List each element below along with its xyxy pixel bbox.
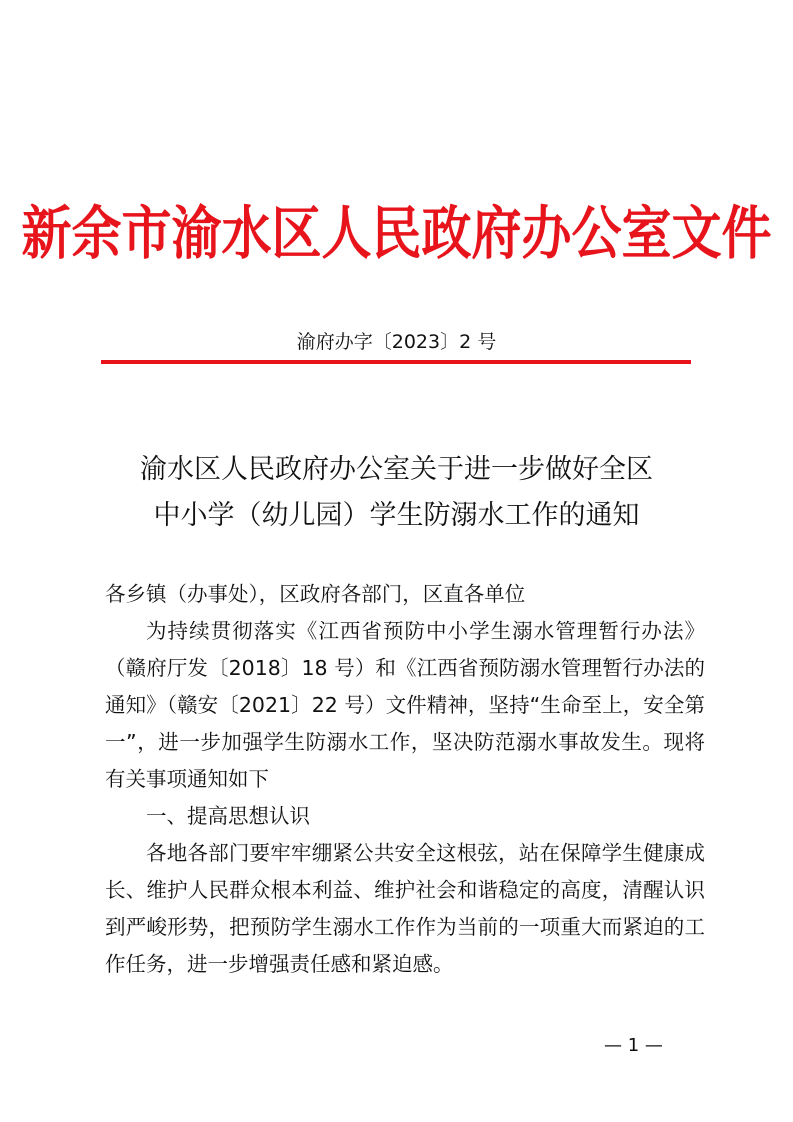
notice-body — [105, 576, 705, 983]
section-1-paragraph: 各地各部门要牢牢绷紧公共安全这根弦，站在保障学生健康成长、维护人民群众根本利益、维护社会和谐稳定的高度，清醒认识到严峻形势，把预防学生溺水工作作为当前的一项重大而紧迫的工作任务，进一步增强责任感和紧迫感。 — [105, 841, 705, 976]
intro-paragraph: 为持续贯彻落实《江西省预防中小学生溺水管理暂行办法》（赣府厅发〔2018〕18 号）和《江西省预防溺水管理暂行办法的通知》（赣安〔2021〕22 号）文件精神，坚持“生命至上，安全第一”，进一步加强学生防溺水工作，坚决防范溺水事故发生。现将有关事项通知如下 — [105, 619, 705, 791]
notice-title-line-2: 中小学（幼儿园）学生防溺水工作的通知 — [153, 500, 640, 531]
red-divider-line — [101, 360, 691, 364]
document-number: 渝府办字〔2023〕2 号 — [296, 331, 497, 353]
notice-title — [0, 447, 793, 539]
notice-title-line-1: 渝水区人民政府办公室关于进一步做好全区 — [140, 454, 653, 485]
salutation: 各乡镇（办事处），区政府各部门，区直各单位 — [105, 582, 526, 606]
section-1-heading: 一、提高思想认识 — [146, 804, 310, 828]
page-number: — 1 — — [604, 1035, 663, 1056]
red-header-title: 新余市渝水区人民政府办公室文件 — [21, 199, 772, 267]
